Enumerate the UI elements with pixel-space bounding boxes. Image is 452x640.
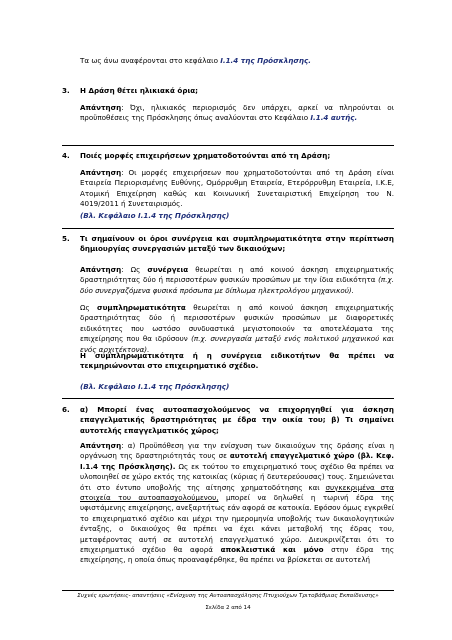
question-6-text: α) Μπορεί ένας αυτοαπασχολούμενος να επιχορηγηθεί για άσκηση επαγγελματικής δραστηριότητας με έδρα την οικία του; β) Τι σημαίνει αυτοτελής επαγγελματικός χώρος; <box>80 405 394 435</box>
answer-5-p2 <box>80 303 394 355</box>
answer-6-text: μπορεί να δηλωθεί η τωρινή έδρα της υφιστάμενης επιχείρησης, ανεξαρτήτως εάν αφορά σε κατοικία. Εφόσον όμως εγκριθεί το επιχειρηματικό σχέδιο και μέχρι την ημερομηνία υποβολής των δικαιολογητικών ένταξης, ο δικαιούχος θα πρέπει να έχει κάνει μεταβολή της έδρας του, μεταφέροντας αυτή σε αυτοτελή επαγγελματικό χώρο. Διευκρινίζεται ότι το επιχειρηματικό σχέδιο θα αφορά <box>80 493 394 555</box>
intro-ref: Ι.1.4 της Πρόσκλησης. <box>220 56 311 65</box>
answer-5-text: : Ως <box>121 265 148 274</box>
question-4-number: 4. <box>62 151 70 160</box>
answer-4-ref: (Βλ. Κεφάλαιο Ι.1.4 της Πρόσκλησης) <box>80 211 230 220</box>
answer-4-text: : Οι μορφές επιχειρήσεων που χρηματοδοτούνται από τη Δράση είναι Εταιρεία Περιορισμένης Ευθύνης, Ομόρρυθμη Εταιρεία, Ετερόρρυθμη Εταιρεία, Ι.Κ.Ε, Ατομική Επιχείρηση καθώς και Κοινωνική Συνεταιριστική Επιχείρηση του Ν. 4019/2011 ή Συνεταιρισμός. <box>80 168 394 209</box>
question-3 <box>62 86 394 96</box>
question-3-number: 3. <box>62 86 70 95</box>
answer-3-text: : Όχι, ηλικιακός περιορισμός δεν υπάρχει, αρκεί να πληρούνται οι προϋποθέσεις της Πρόσκλησης όπως αναλύονται στο Κεφάλαιο <box>80 103 394 123</box>
answer-5-p2-text: θεωρείται η από κοινού άσκηση επιχειρηματικής δραστηριότητας δύο ή περισσοτέρων φυσικών προσώπων με διαφορετικές ειδικότητες που ωστόσο συνδυαστικά μεγιστοποιούν τα αποτελέσματα της επιχείρησης που θα ιδρύσουν <box>80 303 394 344</box>
answer-3-ref: Ι.1.4 αυτής. <box>310 113 358 123</box>
question-4-text: Ποιές μορφές επιχειρήσεων χρηματοδοτούνται από τη Δράση; <box>80 151 331 160</box>
answer-5-text: θεωρείται η από κοινού άσκηση επιχειρηματικής δραστηριότητας δύο ή περισσοτέρων φυσικών προσώπων με την ίδια ειδικότητα <box>80 265 394 285</box>
answer-5-p2-term: συμπληρωματικότητα <box>97 303 186 312</box>
divider <box>62 398 394 399</box>
answer-6-text: : α) Προϋπόθεση για την ενίσχυση των δικαιούχων της δράσης είναι η οργάνωση της δραστηριότητάς τους σε <box>80 441 394 461</box>
question-5-text: Τι σημαίνουν οι όροι συνέργεια και συμπληρωματικότητα στην περίπτωση δημιουργίας συνεργασιών μεταξύ των δικαιούχων; <box>80 234 394 254</box>
answer-5-label: Απάντηση <box>80 265 122 274</box>
footer-title: Συχνές ερωτήσεις- απαντήσεις «Ενίσχυση της Αυτοαπασχόλησης Πτυχιούχων Τριτοβάθμιας Εκπαίδευσης» <box>77 593 379 599</box>
answer-5-p1 <box>80 265 394 296</box>
question-6 <box>62 405 394 436</box>
answer-5-ref: (Βλ. Κεφάλαιο Ι.1.4 της Πρόσκλησης) <box>80 382 230 391</box>
answer-4-label: Απάντηση <box>80 168 122 177</box>
question-6-number: 6. <box>62 405 70 414</box>
answer-6-term: αυτοτελή επαγγελματικό χώρο (βλ. Κεφ. Ι.1.4 της Πρόσκλησης). <box>80 451 394 471</box>
question-5-number: 5. <box>62 234 70 243</box>
intro-line <box>80 56 394 66</box>
answer-6 <box>80 441 394 566</box>
answer-5-p3: Η συμπληρωματικότητα ή η συνέργεια ειδικοτήτων θα πρέπει να τεκμηριώνονται στο επιχειρηματικό σχέδιο. <box>80 351 394 371</box>
answer-3 <box>80 103 394 124</box>
divider <box>62 228 394 229</box>
answer-5-term: συνέργεια <box>147 265 189 274</box>
answer-6-text: στην έδρα της επιχείρησης, η οποία όπως προαναφέρθηκε, θα πρέπει να βρίσκεται σε αυτοτελή <box>80 545 395 565</box>
answer-6-text: Ως εκ τούτου το επιχειρηματικό τους σχέδιο θα πρέπει να υλοποιηθεί σε χώρο εκτός της κατοικίας (κύριας ή δευτερεύουσας) τους. Σημειώνεται ότι στο έντυπο υποβολής της αίτησης χρηματοδότησης και <box>80 461 394 492</box>
answer-6-underlined: συγκεκριμένα στα στοιχεία του αυτοαπασχολούμενου, <box>80 482 394 503</box>
question-4 <box>62 151 394 161</box>
answer-5-p2-example: (π.χ. συνεργασία μεταξύ ενός πολιτικού μηχανικού και ενός αρχιτέκτονα). <box>80 334 394 354</box>
answer-5-example: (π.χ. δύο συνεργαζόμενα φυσικά πρόσωπα με δίπλωμα ηλεκτρολόγου μηχανικού). <box>80 275 394 295</box>
answer-5-p2-text: Ως <box>80 303 98 312</box>
answer-4 <box>80 168 394 210</box>
answer-3-label: Απάντηση <box>80 103 122 112</box>
divider <box>62 145 394 146</box>
answer-6-term: αποκλειστικά και μόνο <box>220 545 324 555</box>
question-5 <box>62 234 394 255</box>
page-number: Σελίδα 2 από 14 <box>205 605 251 611</box>
question-3-text: Η Δράση θέτει ηλικιακά όρια; <box>80 86 198 95</box>
answer-6-label: Απάντηση <box>80 441 122 450</box>
intro-text: Τα ως άνω αναφέρονται στο κεφάλαιο <box>80 56 221 65</box>
footer-rule <box>62 590 394 591</box>
